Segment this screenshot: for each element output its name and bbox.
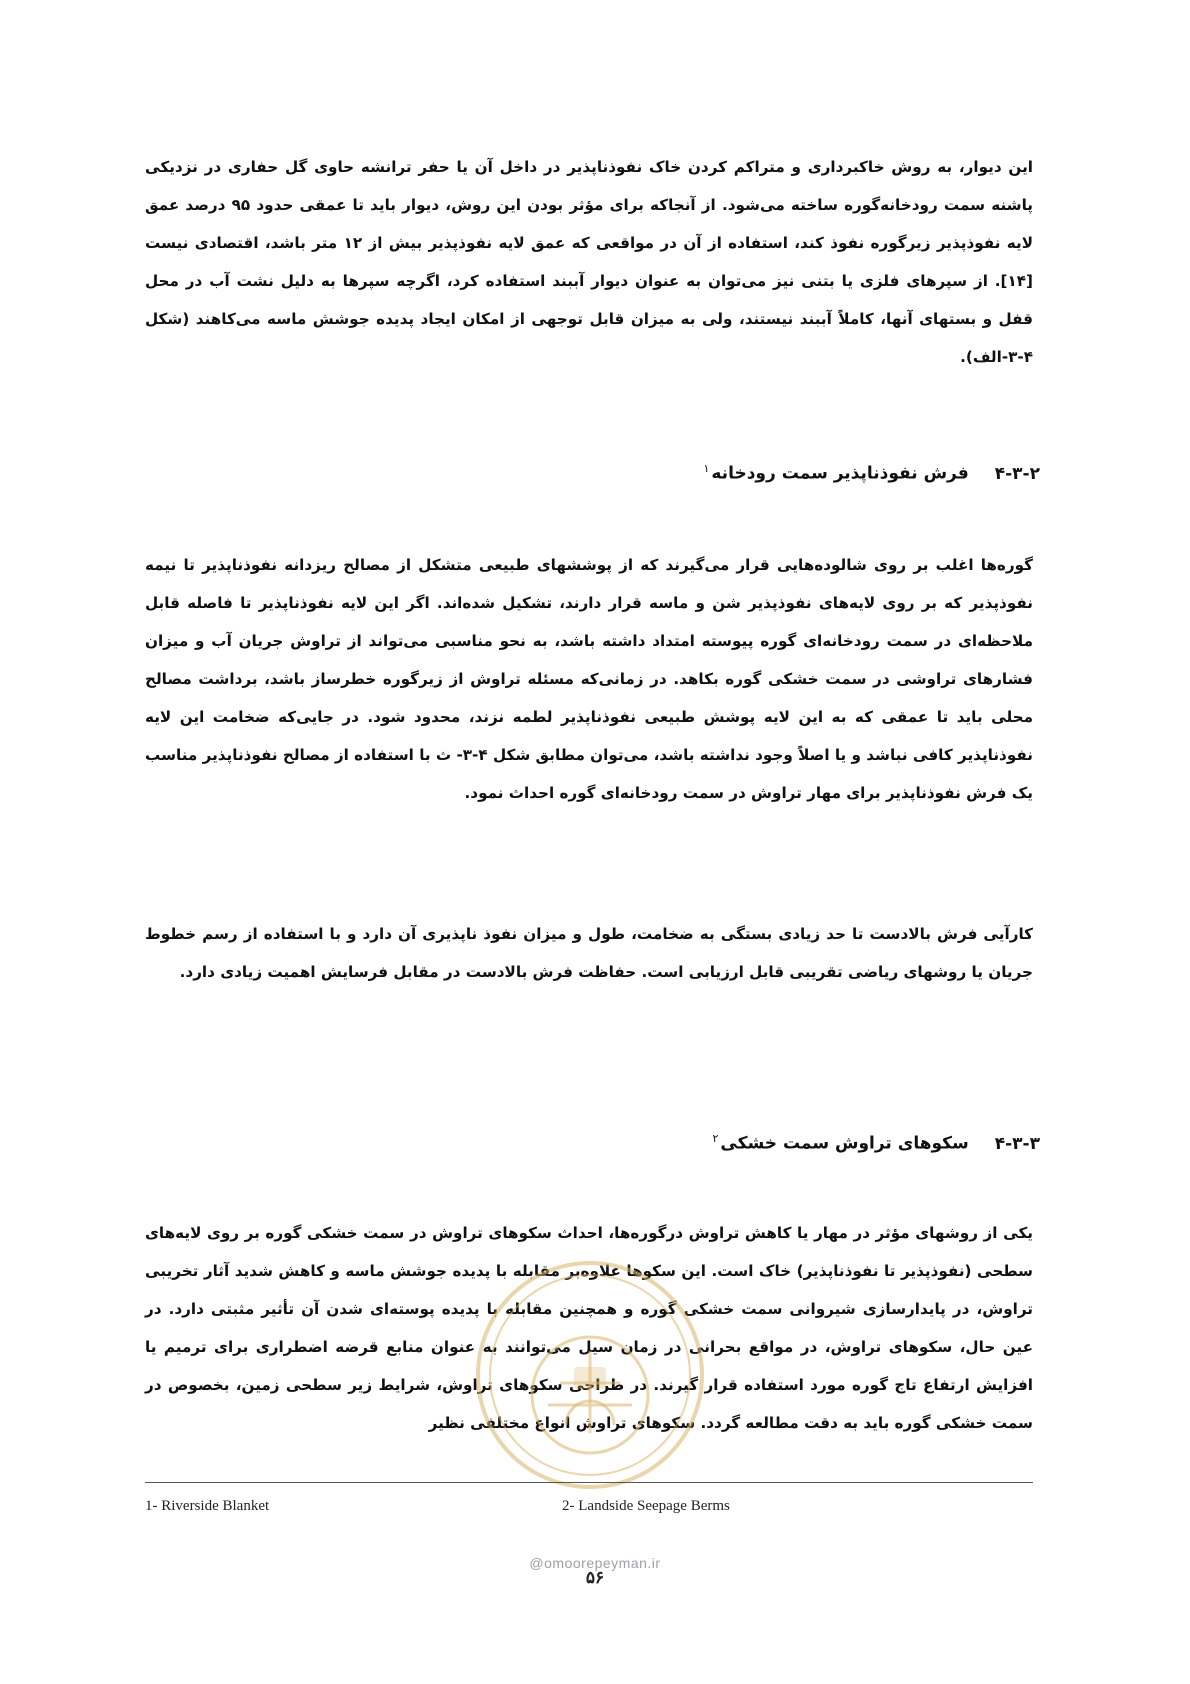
body-paragraph-3: کارآیی فرش بالادست تا حد زیادی بستگی به ضخامت، طول و میزان نفوذ ناپذیری آن دارد و با استفاده از رسم خطوط جریان یا روشهای ریاضی تقریبی قابل ارزیابی است. حفاظت فرش بالادست در مقابل فرسایش اهمیت زیادی دارد. [145, 925, 1033, 981]
footnote-1: 1- Riverside Blanket [145, 1498, 270, 1514]
section-title: سکوهای تراوش سمت خشکی [720, 1133, 969, 1154]
watermark-url: @omoorepeyman.ir [529, 1555, 661, 1571]
footnote-ref: ۱ [703, 462, 710, 475]
section-number: ۴-۳-۳ [994, 1133, 1040, 1154]
section-number: ۴-۳-۲ [994, 463, 1040, 484]
footnote-ref: ۲ [712, 1132, 719, 1145]
body-paragraph-1: این دیوار، به روش خاکبرداری و متراکم کردن خاک نفوذناپذیر در داخل آن یا حفر ترانشه حاوی گل حفاری در نزدیکی پاشنه سمت رودخانه‌گوره ساخته می‌شود. از آنجاکه برای مؤثر بودن این روش، دیوار باید تا عمقی حدود ۹۵ درصد عمق لایه نفوذپذیر زیرگوره نفوذ کند، استفاده از آن در مواقعی که عمق لایه نفوذپذیر بیش از ۱۲ متر باشد، اقتصادی نیست [۱۴]. از سپرهای فلزی یا بتنی نیز می‌توان به عنوان دیوار آببند استفاده کرد، اگرچه سپرها به دلیل نشت آب در محل قفل و بستهای آنها، کاملاً آببند نیستند، ولی به میزان قابل توجهی از امکان ایجاد پدیده جوشش ماسه می‌کاهند (شکل ۴-۳-الف). [145, 158, 1034, 366]
page-number: ۵۶ [585, 1568, 605, 1587]
section-title: فرش نفوذناپذیر سمت رودخانه [711, 463, 969, 484]
footnote-2: 2- Landside Seepage Berms [562, 1498, 730, 1514]
footnote-divider [145, 1482, 1033, 1483]
body-paragraph-2: گوره‌ها اغلب بر روی شالوده‌هایی قرار می‌گیرند که از پوششهای طبیعی متشکل از مصالح ریزدانه نفوذناپذیر تا نیمه نفوذپذیر که بر روی لایه‌های نفوذپذیر شن و ماسه قرار دارند، تشکیل شده‌اند. اگر این لایه نفوذناپذیر تا فاصله قابل ملاحظه‌ای در سمت رودخانه‌ای گوره پیوسته امتداد داشته باشد، به نحو مناسبی می‌تواند از تراوش جریان آب و میزان فشارهای تراوشی در سمت خشکی گوره بکاهد. در زمانی‌که مسئله تراوش از زیرگوره خطرساز باشد، برداشت مصالح محلی باید تا عمقی که به این لایه پوشش طبیعی نفوذناپذیر لطمه نزند، محدود شود. در جایی‌که ضخامت این لایه نفوذناپذیر کافی نباشد و یا اصلاً وجود نداشته باشد، می‌توان مطابق شکل ۴-۳- ث با استفاده از مصالح نفوذناپذیر مناسب یک فرش نفوذناپذیر برای مهار تراوش در سمت رودخانه‌ای گوره احداث نمود. [145, 556, 1033, 802]
section-heading-4-3-3 [713, 1132, 1041, 1154]
body-paragraph-4: یکی از روشهای مؤثر در مهار یا کاهش تراوش درگوره‌ها، احداث سکوهای تراوش در سمت خشکی گوره بر روی لایه‌های سطحی (نفوذپذیر تا نفوذناپذیر) خاک است. این سکوها علاوه‌بر مقابله با پدیده جوشش ماسه و کاهش شدید آثار تخریبی تراوش، در پایدارسازی شیروانی سمت خشکی گوره و همچنین مقابله با پدیده پوسته‌ای شدن آن تأثیر مثبتی دارد. در عین حال، سکوهای تراوش، در مواقع بحرانی در زمان سیل می‌توانند به عنوان منابع قرضه اضطراری برای ترمیم یا افزایش ارتفاع تاج گوره مورد استفاده قرار گیرند. در طراحی سکوهای تراوش، شرایط زیر سطحی زمین، بخصوص در سمت خشکی گوره باید به دقت مطالعه گردد. سکوهای تراوش انواع مختلفی نظیر [145, 1224, 1033, 1432]
section-heading-4-3-2 [703, 462, 1040, 484]
